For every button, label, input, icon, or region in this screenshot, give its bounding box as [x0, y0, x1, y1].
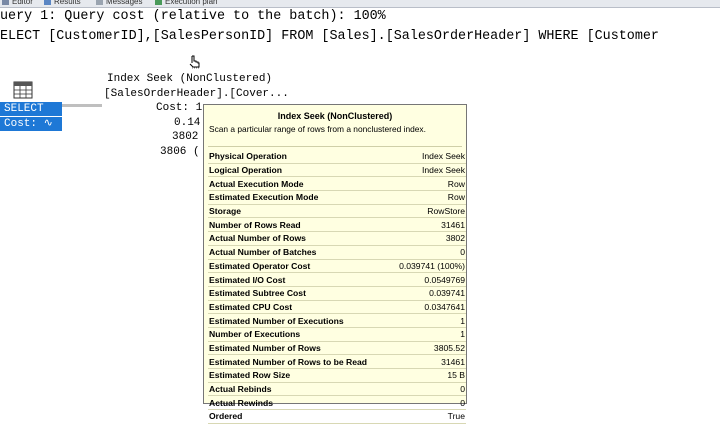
property-value: 0.0549769 [389, 273, 466, 287]
property-label: Logical Operation [208, 163, 389, 177]
tooltip-title: Index Seek (NonClustered) [277, 111, 393, 121]
data-flow-arrow [62, 104, 102, 107]
property-label: Estimated Number of Rows [208, 341, 389, 355]
index-seek-time: 0.14 [174, 117, 201, 129]
index-seek-actual-rows: 3802 [172, 131, 199, 143]
messages-icon [96, 0, 103, 5]
tooltip-properties [208, 150, 466, 424]
tooltip-property-row [208, 245, 466, 259]
property-value: 31461 [389, 218, 466, 232]
hand-cursor-icon [189, 55, 201, 69]
property-label: Ordered [208, 410, 389, 424]
property-value: 0.039741 (100%) [389, 259, 466, 273]
index-seek-title[interactable]: Index Seek (NonClustered) [107, 73, 273, 85]
select-operator-icon[interactable] [13, 81, 33, 99]
tooltip-property-row [208, 341, 466, 355]
property-value: 31461 [389, 355, 466, 369]
select-operator-label[interactable]: SELECT [0, 102, 62, 116]
property-label: Physical Operation [208, 150, 389, 163]
property-value: 3805.52 [389, 341, 466, 355]
property-label: Storage [208, 204, 389, 218]
tab-strip [0, 0, 720, 8]
property-label: Estimated CPU Cost [208, 300, 389, 314]
editor-icon [2, 0, 9, 5]
tooltip-property-row [208, 369, 466, 383]
tooltip-property-row [208, 382, 466, 396]
property-value: 0.0347641 [389, 300, 466, 314]
property-label: Estimated Row Size [208, 369, 389, 383]
property-label: Estimated Number of Rows to be Read [208, 355, 389, 369]
tooltip-property-row [208, 273, 466, 287]
property-value: True [389, 410, 466, 424]
property-value: 0 [389, 396, 466, 410]
property-value: RowStore [389, 204, 466, 218]
property-value: 0 [389, 245, 466, 259]
property-label: Number of Rows Read [208, 218, 389, 232]
tooltip-property-row [208, 191, 466, 205]
index-seek-cost: Cost: 1 [156, 102, 203, 114]
operator-tooltip [203, 104, 467, 422]
tooltip-property-row [208, 259, 466, 273]
tooltip-property-row [208, 204, 466, 218]
tab-execution-plan[interactable]: Execution plan [155, 0, 217, 7]
property-value: Index Seek [389, 150, 466, 163]
select-operator-cost[interactable]: Cost: ∿ % [0, 117, 62, 131]
property-label: Actual Rewinds [208, 396, 389, 410]
tooltip-property-row [208, 232, 466, 246]
property-value: 0.039741 [389, 286, 466, 300]
property-value: 1 [389, 327, 466, 341]
tab-editor[interactable]: Editor [2, 0, 33, 7]
query-sql-text: ELECT [CustomerID],[SalesPersonID] FROM [Sales].[SalesOrderHeader] WHERE [Customer [0, 29, 659, 44]
tab-results[interactable]: Results [44, 0, 81, 7]
plan-icon [155, 0, 162, 5]
property-value: Index Seek [389, 163, 466, 177]
tooltip-property-row [208, 218, 466, 232]
property-label: Actual Number of Batches [208, 245, 389, 259]
tooltip-property-row [208, 410, 466, 424]
property-value: Row [389, 191, 466, 205]
property-value: 3802 [389, 232, 466, 246]
index-seek-estimated-rows: 3806 ( [160, 146, 200, 158]
property-value: 1 [389, 314, 466, 328]
tooltip-property-row [208, 314, 466, 328]
property-value: Row [389, 177, 466, 191]
tooltip-property-row [208, 286, 466, 300]
tooltip-description: Scan a particular range of rows from a nonclustered index. [209, 124, 426, 134]
tooltip-property-row [208, 177, 466, 191]
property-label: Estimated Subtree Cost [208, 286, 389, 300]
property-label: Number of Executions [208, 327, 389, 341]
tab-messages[interactable]: Messages [96, 0, 142, 7]
tooltip-property-row [208, 396, 466, 410]
cost-glyph-icon: ∿ % [4, 118, 53, 144]
tooltip-property-row [208, 163, 466, 177]
tooltip-property-row [208, 355, 466, 369]
property-value: 0 [389, 382, 466, 396]
index-seek-object[interactable]: [SalesOrderHeader].[Cover... [104, 88, 289, 100]
query-cost-header: uery 1: Query cost (relative to the batch): 100% [0, 9, 386, 24]
property-label: Actual Rebinds [208, 382, 389, 396]
tooltip-property-row [208, 327, 466, 341]
property-label: Estimated I/O Cost [208, 273, 389, 287]
property-label: Actual Execution Mode [208, 177, 389, 191]
property-label: Estimated Number of Executions [208, 314, 389, 328]
property-value: 15 B [389, 369, 466, 383]
grid-icon [44, 0, 51, 5]
property-label: Estimated Execution Mode [208, 191, 389, 205]
tooltip-property-row [208, 300, 466, 314]
tooltip-property-row [208, 150, 466, 163]
property-label: Estimated Operator Cost [208, 259, 389, 273]
property-label: Actual Number of Rows [208, 232, 389, 246]
tooltip-separator [208, 146, 462, 147]
